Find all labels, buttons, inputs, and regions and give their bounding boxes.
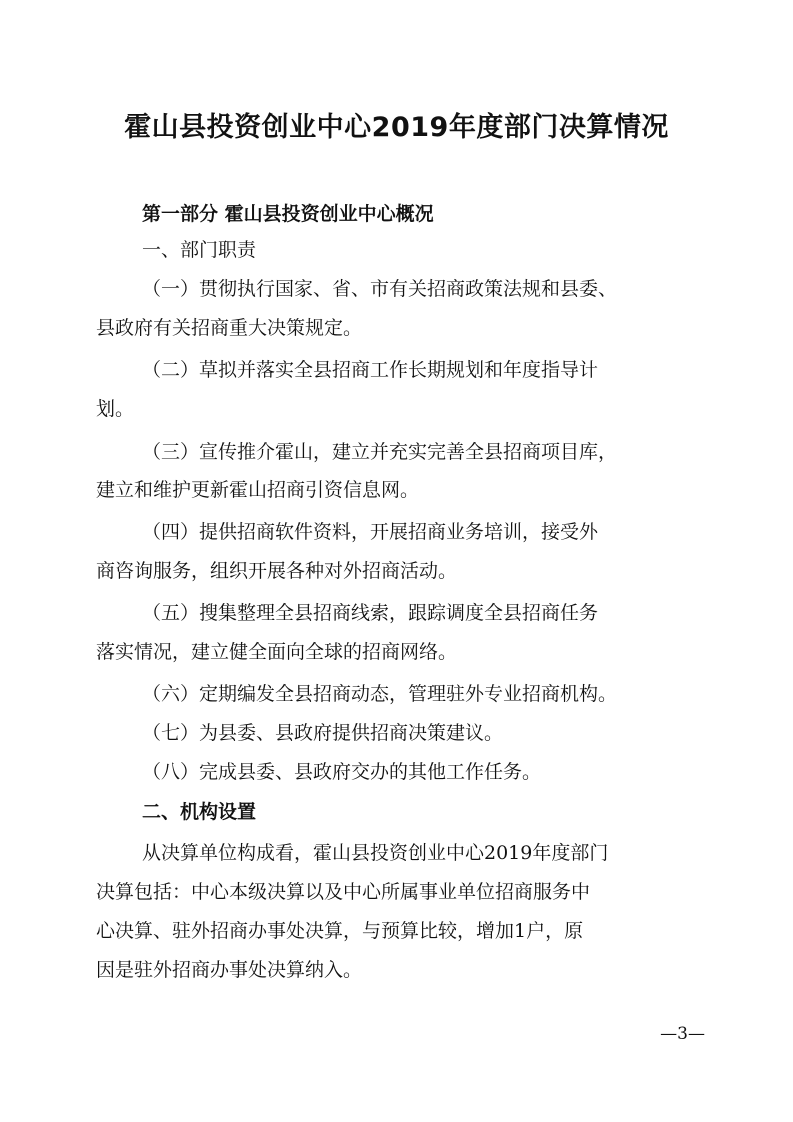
duty-item-4-line-2: 商咨询服务，组织开展各种对外招商活动。 xyxy=(96,560,458,582)
duty-item-3-line-2: 建立和维护更新霍山招商引资信息网。 xyxy=(96,479,420,501)
duty-item-7: （七）为县委、县政府提供招商决策建议。 xyxy=(142,722,504,744)
duty-item-1-line-2: 县政府有关招商重大决策规定。 xyxy=(96,317,363,339)
duty-item-1-line-1: （一）贯彻执行国家、省、市有关招商政策法规和县委、 xyxy=(142,278,618,300)
duty-item-5-line-1: （五）搜集整理全县招商线索，跟踪调度全县招商任务 xyxy=(142,602,599,624)
duty-item-2-line-1: （二）草拟并落实全县招商工作长期规划和年度指导计 xyxy=(142,359,599,381)
structure-paragraph-line-2: 决算包括：中心本级决算以及中心所属事业单位招商服务中 xyxy=(96,881,591,903)
section-heading-duties: 一、部门职责 xyxy=(142,239,257,261)
section-heading-structure: 二、机构设置 xyxy=(142,801,257,823)
duty-item-8: （八）完成县委、县政府交办的其他工作任务。 xyxy=(142,761,542,783)
duty-item-4-line-1: （四）提供招商软件资料，开展招商业务培训，接受外 xyxy=(142,521,599,543)
page-number: —3— xyxy=(660,1024,705,1044)
duty-item-3-line-1: （三）宣传推介霍山，建立并充实完善全县招商项目库， xyxy=(142,441,618,463)
structure-paragraph-line-4: 因是驻外招商办事处决算纳入。 xyxy=(96,959,363,981)
structure-paragraph-line-1: 从决算单位构成看，霍山县投资创业中心2019年度部门 xyxy=(142,842,609,864)
duty-item-2-line-2: 划。 xyxy=(96,398,135,420)
structure-paragraph-line-3: 心决算、驻外招商办事处决算，与预算比较，增加1户，原 xyxy=(96,920,584,942)
duty-item-5-line-2: 落实情况，建立健全面向全球的招商网络。 xyxy=(96,641,458,663)
duty-item-6: （六）定期编发全县招商动态，管理驻外专业招商机构。 xyxy=(142,683,618,705)
document-title: 霍山县投资创业中心2019年度部门决算情况 xyxy=(124,112,669,143)
part-heading: 第一部分 霍山县投资创业中心概况 xyxy=(142,203,434,225)
